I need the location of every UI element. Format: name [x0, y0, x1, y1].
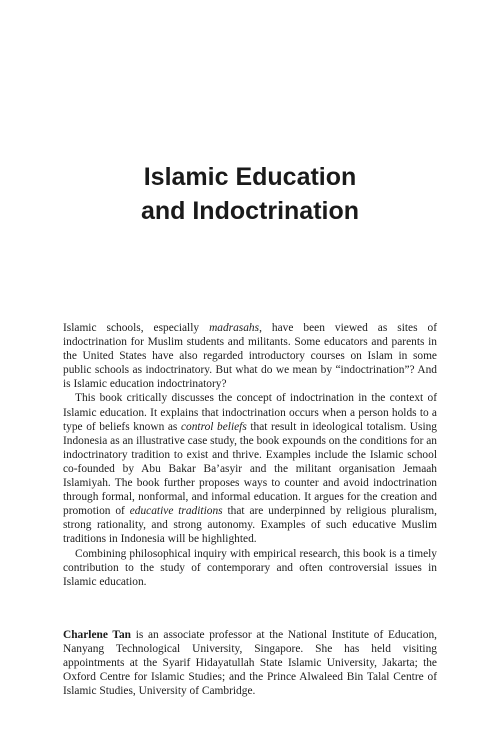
author-bio: [63, 628, 437, 698]
paragraph-text: that are underpinned by religious pluralism, strong rationality, and strong autonomy. Examples of such educative Muslim traditions in Indonesia will be highlighted.: [63, 505, 437, 546]
page-title: [0, 160, 500, 228]
emphasis-text: control beliefs: [180, 420, 247, 433]
emphasis-text: madrasahs: [209, 322, 260, 334]
description-paragraph-3: Combining philosophical inquiry with empirical research, this book is a timely contribution to the study of contemporary and often controversial issues in Islamic education.: [63, 547, 437, 588]
book-description: [63, 321, 437, 589]
author-bio-text: is an associate professor at the National Institute of Education, Nanyang Technological University, Singapore. She has held visiting appointments at the Syarif Hidayatullah State Islamic University, Jakarta; the Oxford Centre for Islamic Studies; and the Prince Alwaleed Bin Talal Centre of Islamic Studies, University of Cambridge.: [63, 629, 437, 698]
title-line-2: and Indoctrination: [140, 197, 360, 225]
paragraph-text: that result in ideological totalism. Using Indonesia as an illustrative case study, the book expounds on the conditions for an indoctrinatory tradition to exist and thrive. Examples include the Islamic school co-founded by Abu Bakar Ba’asyir and the militant organisation Jemaah Islamiyah. The book further proposes ways to counter and avoid indoctrination through formal, nonformal, and informal education. It argues for the creation and promotion of: [63, 420, 437, 518]
emphasis-text: educative traditions: [129, 505, 223, 518]
description-paragraph-1: [63, 321, 437, 391]
paragraph-text: This book critically discusses the concept of indoctrination in the context of Islamic education. It explains that indoctrination occurs when a person holds to a type of beliefs known as: [63, 392, 437, 433]
paragraph-text: Islamic schools, especially: [63, 322, 210, 334]
author-name: Charlene Tan: [63, 629, 131, 641]
description-paragraph-2: [63, 391, 437, 546]
title-line-1: Islamic Education: [143, 163, 357, 191]
paragraph-text: , have been viewed as sites of indoctrination for Muslim students and militants. Some educators and parents in the United States have also regarded introductory courses on Islam in some public schools as indoctrinatory. But what do we mean by “indoctrination”? And is Islamic education indoctrinatory?: [63, 322, 437, 391]
